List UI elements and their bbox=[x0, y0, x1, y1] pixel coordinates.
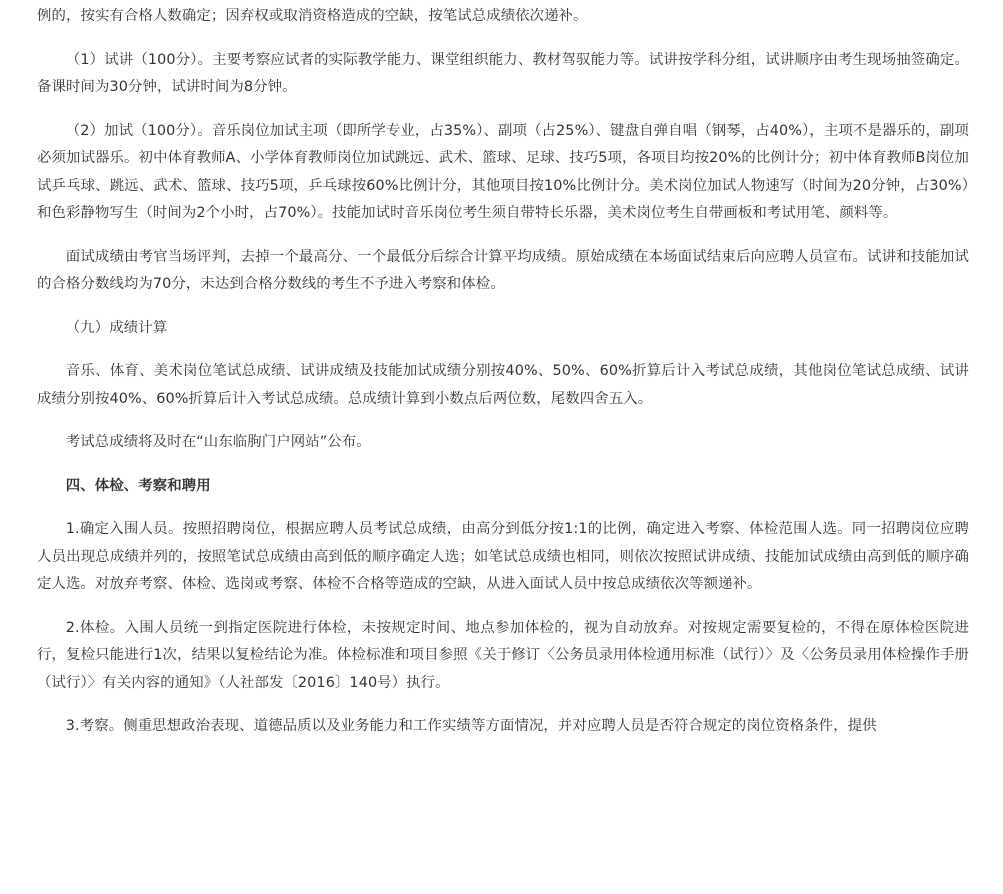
paragraph-continuation: 例的，按实有合格人数确定；因弃权或取消资格造成的空缺，按笔试总成绩依次递补。 bbox=[37, 8, 588, 24]
section-heading-score-calculation: （九）成绩计算 bbox=[65, 319, 168, 336]
paragraph-physical-exam: 2.体检。入围人员统一到指定医院进行体检，未按规定时间、地点参加体检的，视为自动放弃。对按规定需要复检的，不得在原体检医院进行，复检只能进行1次，结果以复检结论为准。体检标准和项目参照《关于修订〈公务员录用体检通用标准（试行）〉及〈公务员录用体检操作手册（试行）〉有关内容的通知》（人社部发〔2016〕140号）执行。 bbox=[37, 619, 969, 691]
paragraph-inspection: 3.考察。侧重思想政治表现、道德品质以及业务能力和工作实绩等方面情况，并对应聘人员是否符合规定的岗位资格条件，提供 bbox=[65, 718, 877, 734]
paragraph-shortlist: 1.确定入围人员。按照招聘岗位，根据应聘人员考试总成绩，由高分到低分按1:1的比例，确定进入考察、体检范围人选。同一招聘岗位应聘人员出现总成绩并列的，按照笔试总成绩由高到低的顺序确定人选；如笔试总成绩也相同，则依次按照试讲成绩、技能加试成绩由高到低的顺序确定人选。对放弃考察、体检、选岗或考察、体检不合格等造成的空缺，从进入面试人员中按总成绩依次等额递补。 bbox=[37, 521, 969, 592]
paragraph-skill-test: （2）加试（100分）。音乐岗位加试主项（即所学专业，占35%）、副项（占25%）、键盘自弹自唱（钢琴，占40%），主项不是器乐的，副项必须加试器乐。初中体育教师A、小学体育教师岗位加试跳远、武术、篮球、足球、技巧5项，各项目均按20%的比例计分；初中体育教师B岗位加试乒乓球、跳远、武术、篮球、技巧5项，乒乓球按60%比例计分，其他项目按10%比例计分。美术岗位加试人物速写（时间为20分钟，占30%）和色彩静物写生（时间为2个小时，占70%）。技能加试时音乐岗位考生须自带特长乐器，美术岗位考生自带画板和考试用笔、颜料等。 bbox=[37, 122, 969, 221]
paragraph-trial-lecture: （1）试讲（100分）。主要考察应试者的实际教学能力、课堂组织能力、教材驾驭能力等。试讲按学科分组，试讲顺序由考生现场抽签确定。备课时间为30分钟，试讲时间为8分钟。 bbox=[37, 51, 969, 95]
paragraph-score-weights: 音乐、体育、美术岗位笔试总成绩、试讲成绩及技能加试成绩分别按40%、50%、60%折算后计入考试总成绩，其他岗位笔试总成绩、试讲成绩分别按40%、60%折算后计入考试总成绩。总成绩计算到小数点后两位数，尾数四舍五入。 bbox=[37, 363, 969, 407]
section-heading-physical-exam: 四、体检、考察和聘用 bbox=[65, 477, 211, 494]
paragraph-interview-scoring: 面试成绩由考官当场评判，去掉一个最高分、一个最低分后综合计算平均成绩。原始成绩在本场面试结束后向应聘人员宣布。试讲和技能加试的合格分数线均为70分，未达到合格分数线的考生不予进入考察和体检。 bbox=[37, 248, 969, 292]
article-body bbox=[37, 3, 969, 757]
paragraph-score-publication: 考试总成绩将及时在“山东临朐门户网站”公布。 bbox=[65, 434, 371, 450]
